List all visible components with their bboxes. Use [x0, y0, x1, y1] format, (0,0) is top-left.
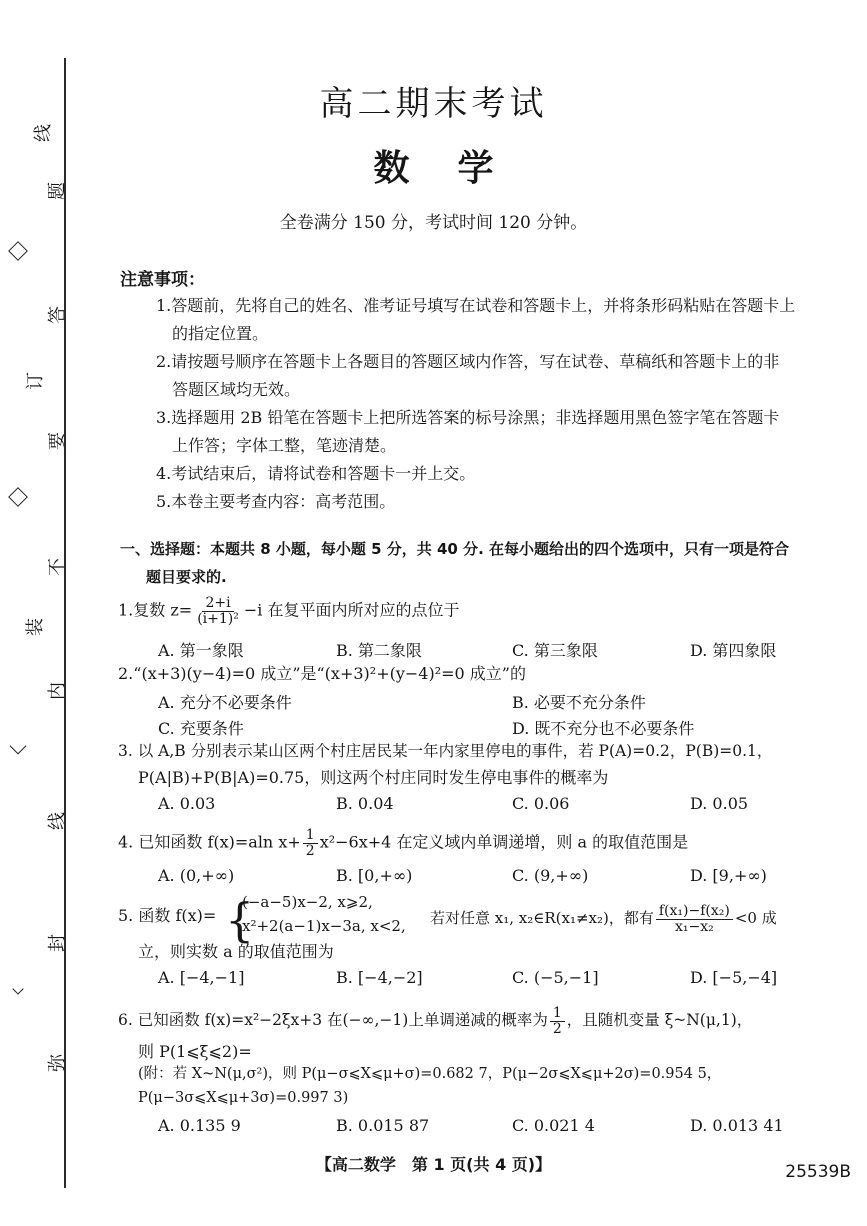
question-2: 2.“(x+3)(y−4)=0 成立”是“(x+3)²+(y−4)²=0 成立”的 — [118, 664, 526, 683]
margin-glyph: 题 — [47, 182, 68, 200]
option-b: B. [−4,−2] — [336, 968, 423, 987]
fraction: $\frac{\text{f(x₁)−f(x₂)}}{\text{x₁−x₂}}$ — [656, 904, 733, 934]
option-b: B. 0.015 87 — [336, 1116, 430, 1135]
margin-glyph: 线 — [47, 812, 68, 830]
subject-title: 数学 — [373, 147, 542, 189]
note-line: 的指定位置。 — [172, 324, 269, 343]
note-line: 1.答题前，先将自己的姓名、准考证号填写在试卷和答题卡上，并将条形码粘贴在答题卡上 — [156, 296, 796, 315]
option-a: A. 充分不必要条件 — [158, 693, 292, 712]
option-c: C. 充要条件 — [158, 719, 244, 738]
option-c: C. (9,+∞) — [512, 866, 589, 885]
question-6: 6. 已知函数 f(x)=x²−2ξx+3 在(−∞,−1)上单调递减的概率为 $\frac{1}{2}$ ，且随机变量 ξ~N(μ,1)， — [118, 1005, 753, 1037]
margin-glyph: 内 — [47, 682, 68, 700]
fraction: $\frac{1}{2}$ — [550, 1006, 565, 1036]
page-code: 25539B — [785, 1162, 851, 1182]
option-c: C. 0.021 4 — [512, 1116, 595, 1135]
option-a: A. 0.135 9 — [158, 1116, 241, 1135]
margin-glyph: 要 — [47, 432, 68, 450]
note-line: 答题区域均无效。 — [172, 380, 301, 399]
margin-glyph: 封 — [47, 934, 68, 952]
margin-glyph: 装 — [25, 618, 46, 636]
margin-glyph: 不 — [47, 558, 68, 576]
question-5-body: 若对任意 x₁, x₂∈R(x₁≠x₂)，都有 $\frac{\text{f(x₁)−f(x₂)}}{\text{x₁−x₂}}$ <0 成 — [430, 903, 777, 935]
note-line: 4.考试结束后，请将试卷和答题卡一并上交。 — [156, 464, 476, 483]
option-b: B. 第二象限 — [336, 641, 422, 660]
option-b: B. 0.04 — [336, 794, 394, 813]
option-a: A. (0,+∞) — [158, 866, 235, 885]
question-3: 3. 以 A,B 分别表示某山区两个村庄居民某一年内家里停电的事件，若 P(A)=0.2，P(B)=0.1， — [118, 742, 773, 760]
chevron-down-icon — [10, 738, 27, 755]
notes-heading: 注意事项： — [120, 270, 205, 290]
question-6-cont: 则 P(1⩽ξ⩽2)= — [138, 1042, 252, 1061]
question-1: 1.复数 z= $\frac{2+i}{\text{(i+1)²}}$ −i 在复平面内所对应的点位于 — [118, 595, 460, 627]
option-d: D. [−5,−4] — [690, 968, 778, 987]
option-b: B. [0,+∞) — [336, 866, 413, 885]
fraction: $\frac{2+i}{\text{(i+1)²}}$ — [197, 595, 239, 627]
note-line: 上作答；字体工整，笔迹清楚。 — [172, 436, 397, 455]
question-5-prefix: 5. 函数 f(x)= — [118, 906, 217, 925]
note-line: 5.本卷主要考查内容：高考范围。 — [156, 492, 396, 511]
margin-glyph: 线 — [33, 124, 54, 142]
option-d: D. 0.05 — [690, 794, 749, 813]
question-5-cont: 立，则实数 a 的取值范围为 — [138, 942, 334, 961]
section-heading: 一、选择题：本题共 8 小题，每小题 5 分，共 40 分. 在每小题给出的四个选项中，只有一项是符合 — [120, 540, 790, 558]
exam-info: 全卷满分 150 分，考试时间 120 分钟。 — [279, 213, 588, 233]
fraction: $\frac{1}{2}$ — [303, 828, 318, 858]
case-brace: { — [225, 893, 255, 947]
option-a: A. 0.03 — [158, 794, 216, 813]
option-d: D. 第四象限 — [690, 641, 777, 660]
question-3-cont: P(A|B)+P(B|A)=0.75，则这两个村庄同时发生停电事件的概率为 — [138, 768, 609, 787]
option-b: B. 必要不充分条件 — [512, 693, 646, 712]
note-line: 3.选择题用 2B 铅笔在答题卡上把所选答案的标号涂黑；非选择题用黑色签字笔在答题卡 — [156, 408, 780, 427]
option-a: A. [−4,−1] — [158, 968, 245, 987]
option-d: D. [9,+∞) — [690, 866, 767, 885]
option-d: D. 0.013 41 — [690, 1116, 784, 1135]
option-c: C. 第三象限 — [512, 641, 598, 660]
diamond-icon — [8, 241, 28, 261]
section-heading-cont: 题目要求的. — [146, 568, 227, 586]
page-title: 高二期末考试 — [319, 84, 548, 124]
option-c: C. 0.06 — [512, 794, 570, 813]
option-d: D. 既不充分也不必要条件 — [512, 719, 695, 738]
case-2: x²+2(a−1)x−3a, x<2, — [242, 917, 406, 935]
page-footer: 【高二数学 第 1 页(共 4 页)】 — [315, 1155, 552, 1174]
chevron-down-icon — [12, 983, 23, 994]
option-a: A. 第一象限 — [158, 641, 244, 660]
question-6-note-cont: P(μ−3σ⩽X⩽μ+3σ)=0.997 3) — [138, 1090, 349, 1106]
case-1: (−a−5)x−2, x⩾2, — [242, 893, 373, 911]
margin-glyph: 弥 — [47, 1054, 68, 1072]
question-4: 4. 已知函数 f(x)=aln x+ $\frac{1}{2}$ x²−6x+4 在定义域内单调递增，则 a 的取值范围是 — [118, 827, 689, 859]
diamond-icon — [8, 487, 28, 507]
question-6-note: (附：若 X~N(μ,σ²)，则 P(μ−σ⩽X⩽μ+σ)=0.682 7，P(μ−2σ⩽X⩽μ+2σ)=0.954 5， — [138, 1066, 722, 1082]
margin-glyph: 订 — [25, 372, 46, 390]
margin-glyph: 答 — [47, 306, 68, 324]
option-c: C. (−5,−1] — [512, 968, 599, 987]
note-line: 2.请按题号顺序在答题卡上各题目的答题区域内作答，写在试卷、草稿纸和答题卡上的非 — [156, 352, 780, 371]
